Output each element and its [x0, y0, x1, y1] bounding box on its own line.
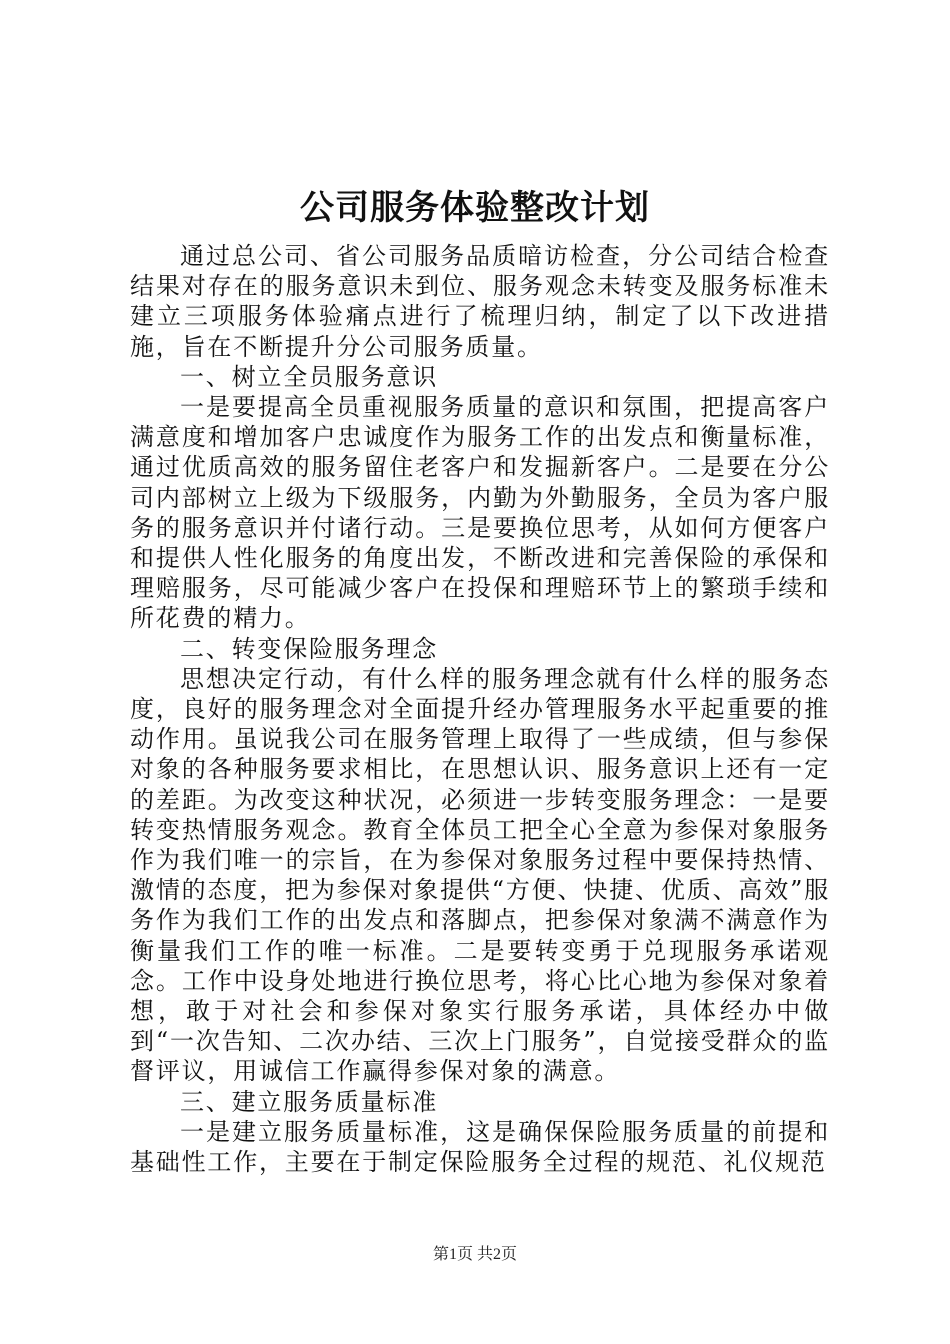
page-footer: 第1页 共2页 — [432, 1246, 517, 1263]
document-body — [130, 241, 830, 1177]
section-heading-3: 三、建立服务质量标准 — [180, 1087, 438, 1116]
intro-paragraph: 通过总公司、省公司服务品质暗访检查，分公司结合检查结果对存在的服务意识未到位、服务观念未转变及服务标准未建立三项服务体验痛点进行了梳理归纳，制定了以下改进措施，旨在不断提升分公司服务质量。 — [130, 242, 830, 361]
document-title: 公司服务体验整改计划 — [300, 188, 650, 228]
section-1-paragraph: 一是要提高全员重视服务质量的意识和氛围，把提高客户满意度和增加客户忠诚度作为服务工作的出发点和衡量标准，通过优质高效的服务留住老客户和发掘新客户。二是要在分公司内部树立上级为下级服务，内勤为外勤服务，全员为客户服务的服务意识并付诸行动。三是要换位思考，从如何方便客户和提供人性化服务的角度出发，不断改进和完善保险的承保和理赔服务，尽可能减少客户在投保和理赔环节上的繁琐手续和所花费的精力。 — [130, 393, 830, 633]
section-heading-2: 二、转变保险服务理念 — [180, 634, 438, 663]
section-3-paragraph: 一是建立服务质量标准，这是确保保险服务质量的前提和基础性工作，主要在于制定保险服务全过程的规范、礼仪规范 — [130, 1117, 830, 1177]
section-heading-1: 一、树立全员服务意识 — [180, 362, 438, 391]
section-2-paragraph: 思想决定行动，有什么样的服务理念就有什么样的服务态度，良好的服务理念对全面提升经办管理服务水平起重要的推动作用。虽说我公司在服务管理上取得了一些成绩，但与参保对象的各种服务要求相比，在思想认识、服务意识上还有一定的差距。为改变这种状况，必须进一步转变服务理念：一是要转变热情服务观念。教育全体员工把全心全意为参保对象服务作为我们唯一的宗旨，在为参保对象服务过程中要保持热情、激情的态度，把为参保对象提供“方便、快捷、优质、高效”服务作为我们工作的出发点和落脚点，把参保对象满不满意作为衡量我们工作的唯一标准。二是要转变勇于兑现服务承诺观念。工作中设身处地进行换位思考，将心比心地为参保对象着想，敢于对社会和参保对象实行服务承诺，具体经办中做到“一次告知、二次办结、三次上门服务”，自觉接受群众的监督评议，用诚信工作赢得参保对象的满意。 — [130, 664, 830, 1086]
